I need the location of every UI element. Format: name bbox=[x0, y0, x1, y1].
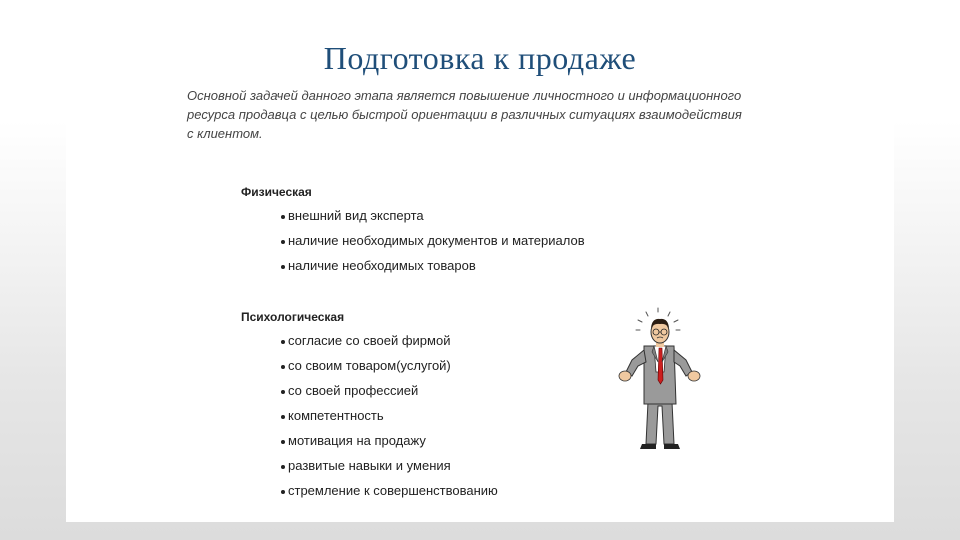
list-item bbox=[281, 478, 661, 503]
bullet-icon bbox=[281, 390, 285, 394]
bullet-icon bbox=[281, 265, 285, 269]
list-item-label: согласие со своей фирмой bbox=[288, 333, 451, 348]
bullet-icon bbox=[281, 415, 285, 419]
bullet-icon bbox=[281, 240, 285, 244]
list-item-label: внешний вид эксперта bbox=[288, 208, 424, 223]
section-heading-psychological: Психологическая bbox=[241, 310, 345, 324]
section-psychological bbox=[241, 308, 661, 503]
list-item bbox=[281, 403, 661, 428]
list-item-label: наличие необходимых документов и материалов bbox=[288, 233, 585, 248]
slide-title: Подготовка к продаже bbox=[323, 40, 637, 76]
list-item bbox=[281, 253, 661, 278]
section-physical bbox=[241, 183, 661, 278]
list-item-label: стремление к совершенствованию bbox=[288, 483, 498, 498]
list-item-label: со своим товаром(услугой) bbox=[288, 358, 451, 373]
list-item bbox=[281, 353, 661, 378]
list-item-label: компетентность bbox=[288, 408, 384, 423]
psychological-list bbox=[241, 328, 661, 503]
list-item bbox=[281, 203, 661, 228]
bullet-icon bbox=[281, 490, 285, 494]
confused-businessman-icon bbox=[612, 306, 708, 458]
bullet-icon bbox=[281, 440, 285, 444]
section-heading-physical: Физическая bbox=[241, 185, 312, 199]
list-item bbox=[281, 428, 661, 453]
list-item-label: мотивация на продажу bbox=[288, 433, 426, 448]
list-item bbox=[281, 378, 661, 403]
list-item bbox=[281, 228, 661, 253]
list-item-label: развитые навыки и умения bbox=[288, 458, 451, 473]
physical-list bbox=[241, 203, 661, 278]
bullet-icon bbox=[281, 340, 285, 344]
bullet-icon bbox=[281, 465, 285, 469]
list-item bbox=[281, 453, 661, 478]
intro-text: Основной задачей данного этапа является повышение личностного и информационного ресурса продавца с целью быстрой ориентации в различных ситуациях взаимодействия с клиентом. bbox=[187, 88, 742, 141]
bullet-icon bbox=[281, 365, 285, 369]
bullet-icon bbox=[281, 215, 285, 219]
list-item-label: со своей профессией bbox=[288, 383, 419, 398]
list-item bbox=[281, 328, 661, 353]
list-item-label: наличие необходимых товаров bbox=[288, 258, 476, 273]
